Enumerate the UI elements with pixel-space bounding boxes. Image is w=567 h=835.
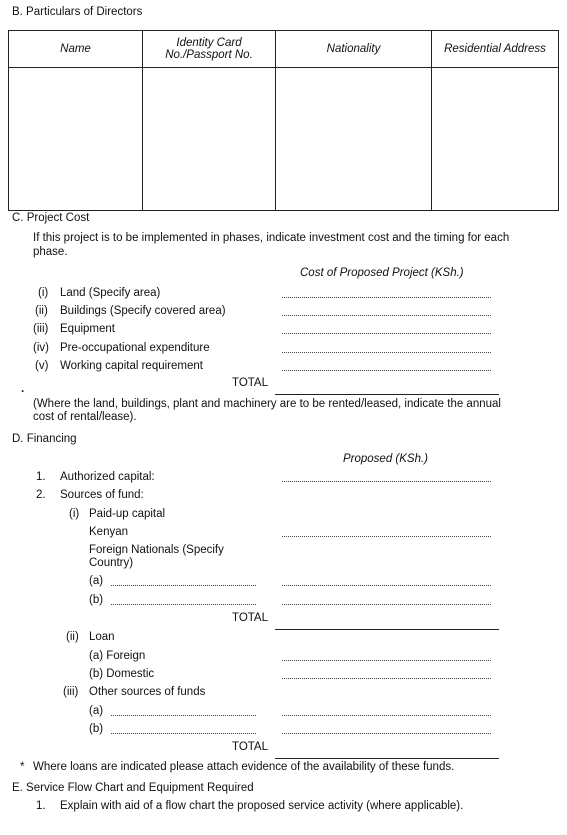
authorized-capital-label: Authorized capital: (60, 471, 155, 483)
other-amount-b-field[interactable] (282, 733, 491, 734)
other-source-b-field[interactable] (111, 733, 256, 734)
loans-evidence-note: Where loans are indicated please attach evidence of the availability of these funds. (33, 761, 455, 773)
cost-item-label: Buildings (Specify covered area) (60, 305, 226, 317)
loan-num: (ii) (66, 631, 79, 643)
cost-item-num: (iv) (33, 342, 49, 354)
foreign-country-b-field[interactable] (111, 604, 256, 605)
cost-pre-occupational-field[interactable] (282, 352, 491, 353)
section-b-title: B. Particulars of Directors (12, 6, 143, 18)
sub-item-b: (b) (89, 594, 104, 606)
cost-item-label: Working capital requirement (60, 360, 203, 372)
foreign-amount-a-field[interactable] (282, 585, 491, 586)
footnote-star: * (20, 761, 25, 773)
cell-nationality-input[interactable] (276, 68, 432, 211)
cost-item-num: (i) (38, 287, 49, 299)
cost-item-num: (v) (35, 360, 49, 372)
item-number: 2. (36, 489, 46, 501)
cell-id-input[interactable] (143, 68, 276, 211)
loan-foreign-field[interactable] (282, 660, 491, 661)
header-nationality: Nationality (276, 31, 432, 68)
cell-name-input[interactable] (9, 68, 143, 211)
sub-item-b: (b) (89, 723, 104, 735)
other-source-a-field[interactable] (111, 715, 256, 716)
cost-total-label: TOTAL (232, 377, 268, 389)
other-amount-a-field[interactable] (282, 715, 491, 716)
bullet-marker: · (21, 386, 25, 398)
cost-land-field[interactable] (282, 297, 491, 298)
section-c-instruction-1: If this project is to be implemented in phases, indicate investment cost and the timing for each (33, 232, 510, 244)
foreign-nationals-label-2: Country) (89, 557, 134, 569)
loans-total-line[interactable] (275, 758, 499, 759)
loan-domestic-label: (b) Domestic (89, 668, 155, 680)
header-id-passport: Identity Card No./Passport No. (143, 31, 276, 68)
foreign-amount-b-field[interactable] (282, 604, 491, 605)
loan-label: Loan (89, 631, 115, 643)
loans-total-label: TOTAL (232, 741, 268, 753)
paid-up-total-label: TOTAL (232, 612, 268, 624)
kenyan-field[interactable] (282, 536, 491, 537)
item-number: 1. (36, 471, 46, 483)
directors-table (8, 30, 559, 211)
kenyan-label: Kenyan (89, 526, 129, 538)
header-residential-address: Residential Address (432, 31, 559, 68)
cost-column-header: Cost of Proposed Project (KSh.) (300, 267, 464, 279)
header-name: Name (9, 31, 143, 68)
paid-up-num: (i) (69, 508, 80, 520)
paid-up-total-line[interactable] (275, 629, 499, 630)
foreign-nationals-label-1: Foreign Nationals (Specify (89, 544, 224, 556)
cost-item-num: (ii) (35, 305, 48, 317)
cost-total-line[interactable] (275, 394, 499, 395)
sub-item-a: (a) (89, 705, 104, 717)
item-number: 1. (36, 800, 46, 812)
cost-item-label: Land (Specify area) (60, 287, 161, 299)
loan-domestic-field[interactable] (282, 678, 491, 679)
table-header-row (9, 31, 559, 68)
other-sources-num: (iii) (63, 686, 79, 698)
flow-chart-instruction: Explain with aid of a flow chart the proposed service activity (where applicable). (60, 800, 464, 812)
section-c-title: C. Project Cost (12, 212, 90, 224)
cost-working-capital-field[interactable] (282, 370, 491, 371)
section-d-title: D. Financing (12, 433, 77, 445)
authorized-capital-field[interactable] (282, 481, 491, 482)
cost-buildings-field[interactable] (282, 315, 491, 316)
cost-item-label: Pre-occupational expenditure (60, 342, 210, 354)
cost-equipment-field[interactable] (282, 333, 491, 334)
rental-note-2: cost of rental/lease). (33, 411, 137, 423)
section-c-instruction-2: phase. (33, 246, 68, 258)
sources-of-fund-label: Sources of fund: (60, 489, 144, 501)
loan-foreign-label: (a) Foreign (89, 650, 146, 662)
other-sources-label: Other sources of funds (89, 686, 206, 698)
table-row (9, 68, 559, 211)
sub-item-a: (a) (89, 575, 104, 587)
foreign-country-a-field[interactable] (111, 585, 256, 586)
cost-item-num: (iii) (33, 323, 49, 335)
section-e-title: E. Service Flow Chart and Equipment Required (12, 782, 254, 794)
financing-column-header: Proposed (KSh.) (343, 453, 429, 465)
cost-item-label: Equipment (60, 323, 115, 335)
rental-note-1: (Where the land, buildings, plant and machinery are to be rented/leased, indicate the annual (33, 398, 501, 410)
paid-up-capital-label: Paid-up capital (89, 508, 166, 520)
cell-address-input[interactable] (432, 68, 559, 211)
